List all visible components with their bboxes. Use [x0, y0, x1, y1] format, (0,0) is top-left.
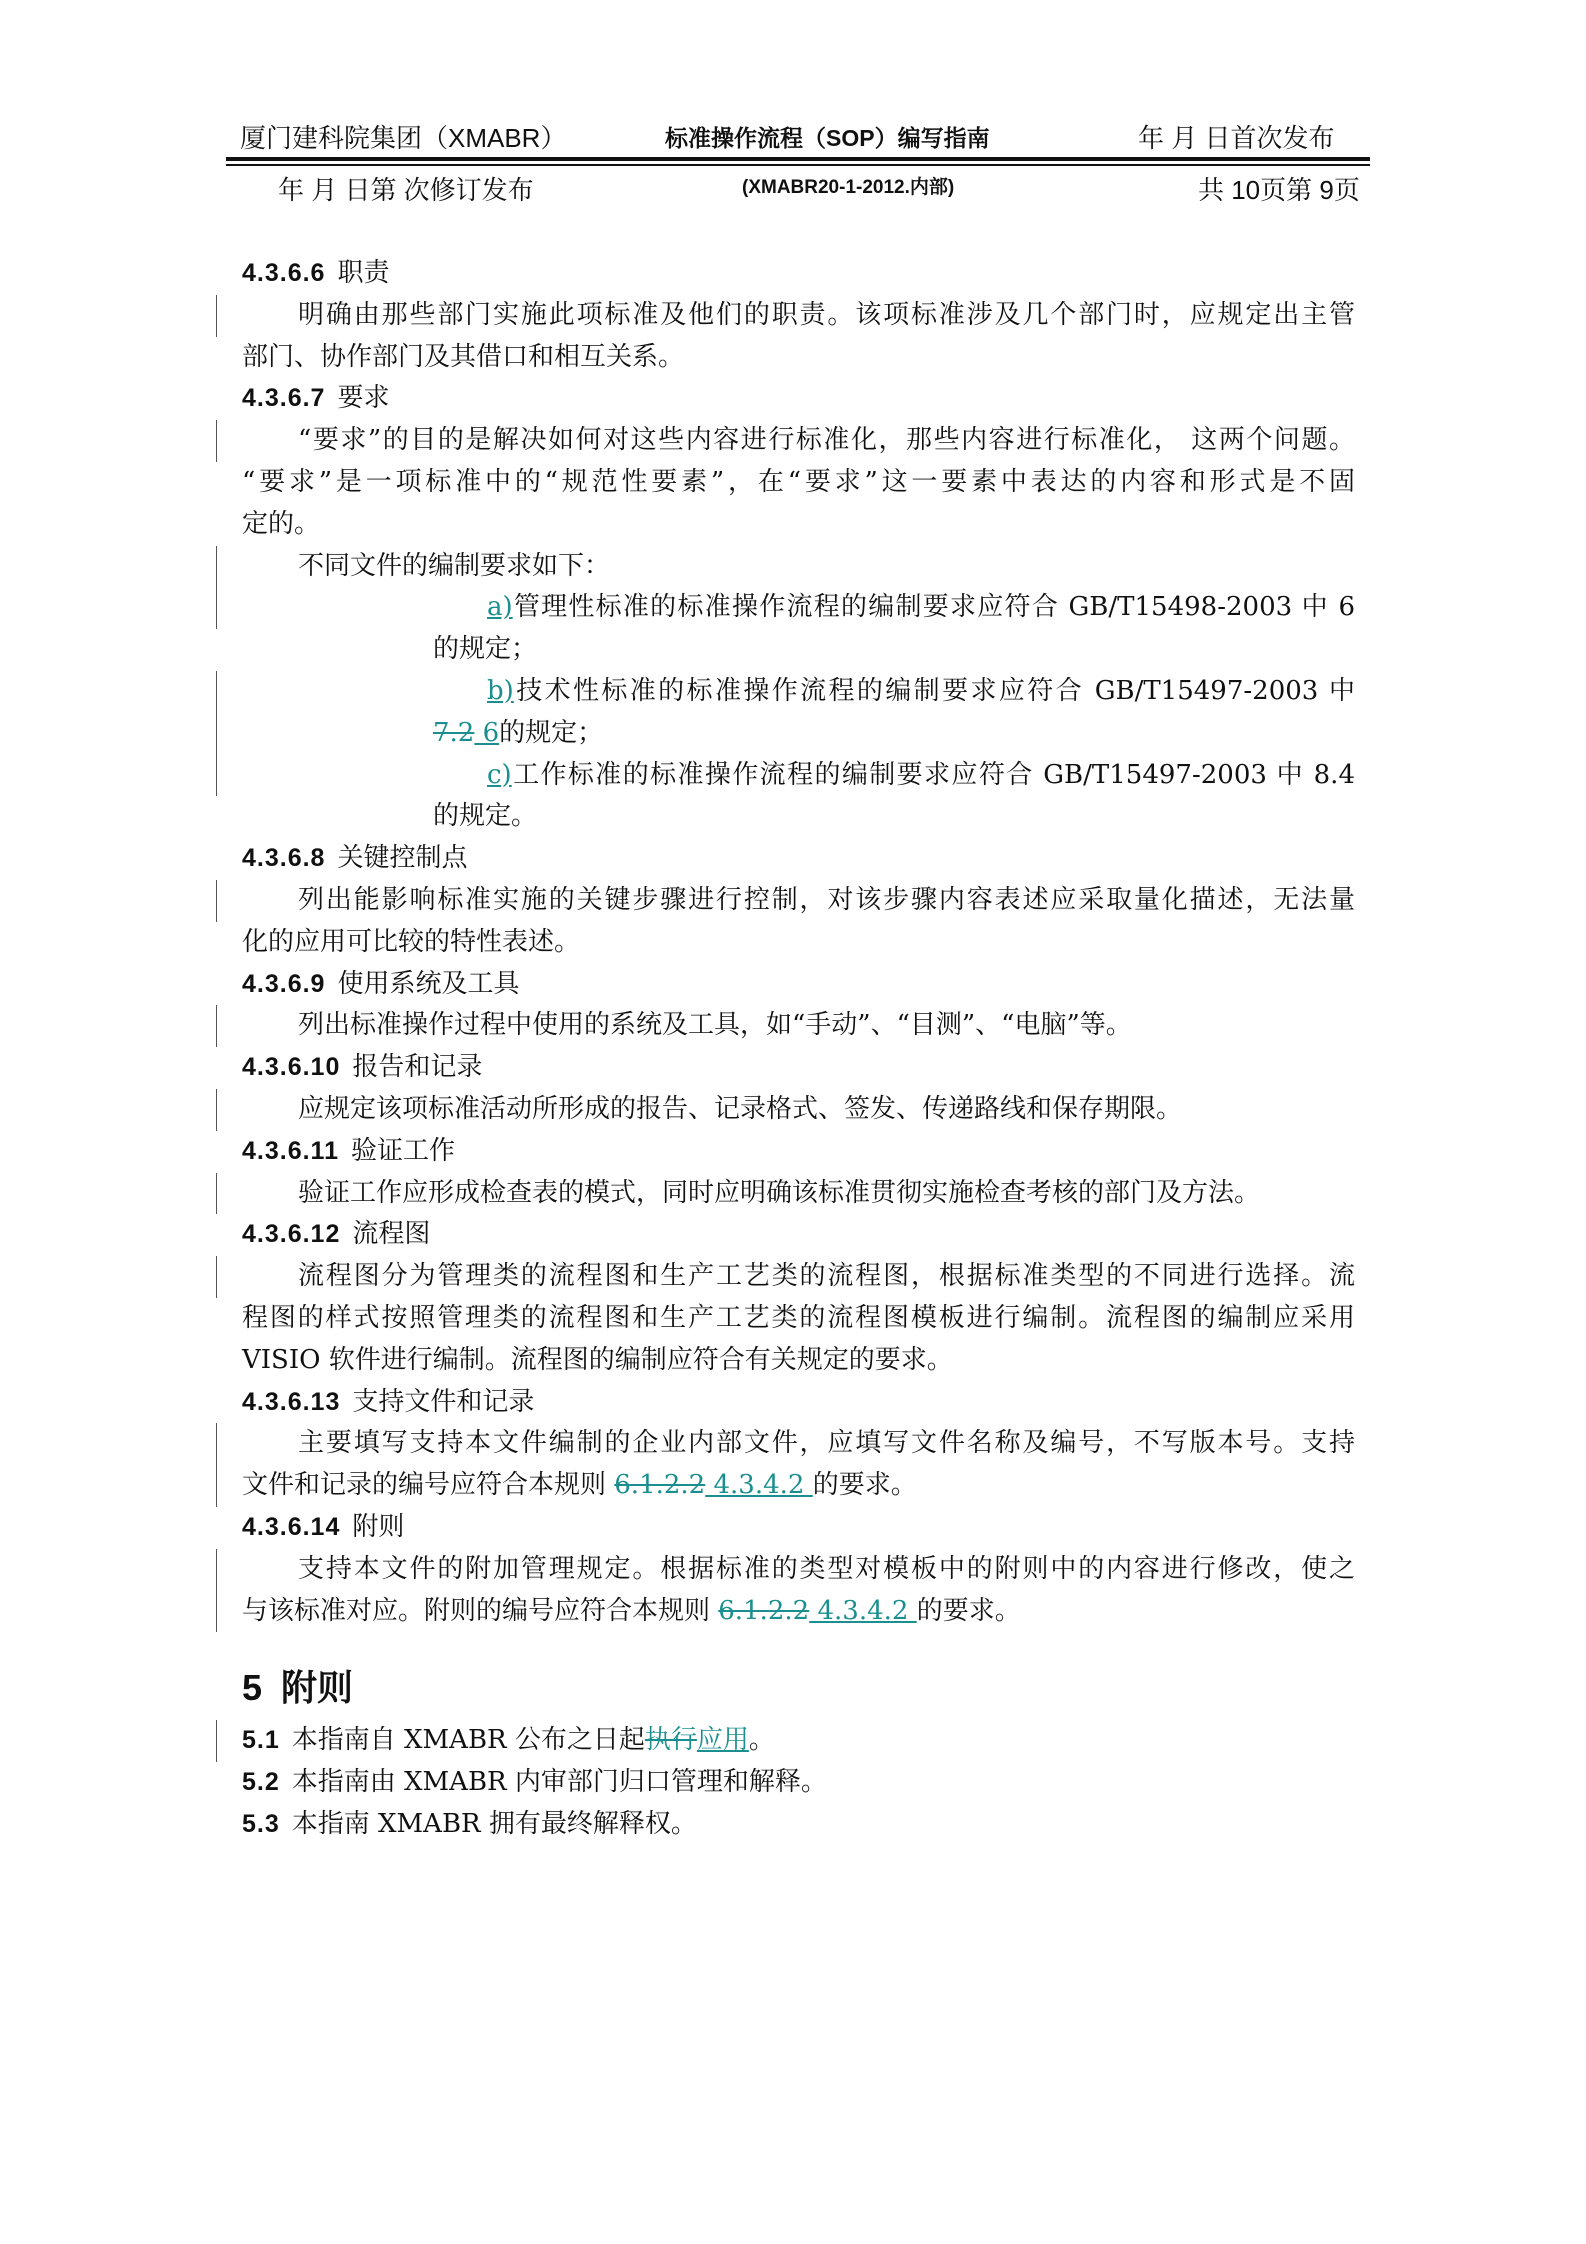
- text-run: 报告和记录: [352, 1052, 483, 1083]
- clause-number: 4.3.6.11: [242, 1136, 339, 1165]
- clause-number: 4.3.6.12: [242, 1220, 341, 1249]
- change-bar: [216, 1591, 217, 1633]
- paragraph-line: [242, 1298, 1355, 1340]
- text-run: 明确由那些部门实施此项标准及他们的职责。该项标准涉及几个部门时，应规定出主管: [298, 299, 1355, 330]
- clause-heading: [242, 1047, 1355, 1089]
- text-run: 要求: [337, 383, 390, 414]
- text-run: 本指南自 XMABR 公布之日起: [291, 1725, 645, 1756]
- clause-heading: [242, 1762, 1355, 1804]
- paragraph-line: [242, 713, 1355, 755]
- text-run: 流程图分为管理类的流程图和生产工艺类的流程图，根据标准类型的不同进行选择。流: [298, 1261, 1355, 1292]
- paragraph-line: [242, 1591, 1355, 1633]
- paragraph-line: [242, 462, 1355, 504]
- paragraph-line: [242, 420, 1355, 462]
- text-run: 文件和记录的编号应符合本规则: [242, 1470, 615, 1501]
- text-run: 部门、协作部门及其借口和相互关系。: [242, 341, 685, 372]
- tracked-deletion: 7.2: [433, 717, 475, 748]
- clause-number: 5: [242, 1667, 264, 1709]
- text-run: 定的。: [242, 508, 321, 539]
- clause-heading: [242, 1131, 1355, 1173]
- text-run: 程图的样式按照管理类的流程图和生产工艺类的流程图模板进行编制。流程图的编制应采用: [242, 1302, 1355, 1333]
- text-run: 。: [748, 1725, 775, 1756]
- text-run: 的要求。: [916, 1595, 1021, 1626]
- clause-heading: [242, 1720, 1355, 1762]
- clause-number: 4.3.6.14: [242, 1512, 341, 1541]
- change-bar: [216, 755, 217, 797]
- text-run: “要求”的目的是解决如何对这些内容进行标准化，那些内容进行标准化， 这两个问题。: [298, 425, 1355, 456]
- clause-number: 4.3.6.7: [242, 384, 326, 413]
- header-rule-thick: [226, 157, 1370, 161]
- change-bar: [216, 587, 217, 629]
- clause-heading: [242, 378, 1355, 420]
- change-bar: [216, 1256, 217, 1298]
- text-run: 与该标准对应。附则的编号应符合本规则: [242, 1595, 719, 1626]
- change-bar: [216, 1720, 217, 1762]
- header-rule-thin: [226, 164, 1370, 166]
- clause-number: 4.3.6.10: [242, 1053, 341, 1082]
- clause-heading: [242, 838, 1355, 880]
- text-run: 技术性标准的标准操作流程的编制要求应符合 GB/T15497-2003 中: [513, 675, 1355, 706]
- tracked-insertion: 4.3.4.2: [809, 1595, 917, 1626]
- text-run: 应规定该项标准活动所形成的报告、记录格式、签发、传递路线和保存期限。: [298, 1093, 1183, 1124]
- paragraph-line: [242, 546, 1355, 588]
- text-run: 附则: [281, 1667, 354, 1709]
- paragraph-line: [242, 629, 1355, 671]
- paragraph-line: [242, 1340, 1355, 1382]
- paragraph-line: [242, 337, 1355, 379]
- paragraph-line: [242, 1005, 1355, 1047]
- text-run: 关键控制点: [337, 843, 468, 874]
- clause-number: 4.3.6.6: [242, 259, 326, 287]
- text-run: 的要求。: [812, 1470, 917, 1501]
- tracked-insertion: a): [487, 592, 513, 623]
- text-run: 支持文件和记录: [352, 1386, 535, 1417]
- tracked-deletion: 6.1.2.2: [614, 1470, 706, 1501]
- text-run: 职责: [337, 258, 390, 288]
- paragraph-line: [242, 880, 1355, 922]
- change-bar: [216, 713, 217, 755]
- paragraph-line: [242, 922, 1355, 964]
- tracked-insertion: 4.3.4.2: [705, 1470, 813, 1501]
- change-bar: [216, 1173, 217, 1215]
- clause-number: 4.3.6.9: [242, 969, 326, 998]
- text-run: 化的应用可比较的特性表述。: [242, 926, 581, 957]
- document-body: [242, 253, 1355, 1846]
- clause-heading: [242, 964, 1355, 1006]
- text-run: 验证工作应形成检查表的模式，同时应明确该标准贯彻实施检查考核的部门及方法。: [298, 1177, 1261, 1208]
- text-run: “要求”是一项标准中的“规范性要素”，在“要求”这一要素中表达的内容和形式是不固: [242, 466, 1355, 497]
- paragraph-line: [242, 295, 1355, 337]
- tracked-insertion: b): [487, 675, 514, 706]
- clause-number: 5.1: [242, 1726, 280, 1755]
- paragraph-line: [242, 1173, 1355, 1215]
- change-bar: [216, 1423, 217, 1465]
- paragraph-line: [242, 1423, 1355, 1465]
- text-run: 本指南由 XMABR 内审部门归口管理和解释。: [291, 1767, 827, 1798]
- text-run: 使用系统及工具: [337, 968, 520, 999]
- paragraph-line: [242, 1089, 1355, 1131]
- change-bar: [216, 1005, 217, 1047]
- text-run: 管理性标准的标准操作流程的编制要求应符合 GB/T15498-2003 中 6: [512, 592, 1355, 623]
- section-heading: [242, 1658, 1355, 1718]
- text-run: 列出能影响标准实施的关键步骤进行控制，对该步骤内容表述应采取量化描述，无法量: [298, 884, 1355, 915]
- clause-heading: [242, 253, 1355, 295]
- header-organization: 厦门建科院集团（XMABR）: [240, 123, 567, 153]
- paragraph-line: [242, 755, 1355, 797]
- text-run: 主要填写支持本文件编制的企业内部文件，应填写文件名称及编号，不写版本号。支持: [298, 1428, 1355, 1459]
- clause-number: 4.3.6.8: [242, 844, 326, 873]
- paragraph-line: [242, 1256, 1355, 1298]
- clause-heading: [242, 1507, 1355, 1549]
- text-run: 支持本文件的附加管理规定。根据标准的类型对模板中的附则中的内容进行修改，使之: [298, 1553, 1355, 1584]
- text-run: 本指南 XMABR 拥有最终解释权。: [291, 1808, 697, 1839]
- text-run: 不同文件的编制要求如下：: [298, 550, 611, 581]
- clause-number: 5.3: [242, 1809, 280, 1838]
- paragraph-line: [242, 1549, 1355, 1591]
- tracked-insertion: 应用: [696, 1725, 749, 1756]
- change-bar: [216, 880, 217, 922]
- paragraph-line: [242, 587, 1355, 629]
- change-bar: [216, 295, 217, 337]
- change-bar: [216, 671, 217, 713]
- header-document-code: (XMABR20-1-2012.内部): [742, 177, 955, 198]
- paragraph-line: [242, 671, 1355, 713]
- paragraph-line: [242, 1465, 1355, 1507]
- header-first-release: 年 月 日首次发布: [1138, 123, 1335, 153]
- tracked-deletion: 执行: [644, 1725, 697, 1756]
- tracked-insertion: 6: [474, 717, 500, 748]
- change-bar: [216, 1089, 217, 1131]
- text-run: VISIO 软件进行编制。流程图的编制应符合有关规定的要求。: [242, 1344, 953, 1375]
- clause-number: 4.3.6.13: [242, 1387, 341, 1416]
- header-document-title: 标准操作流程（SOP）编写指南: [665, 125, 990, 151]
- text-run: 的规定；: [499, 717, 604, 748]
- text-run: 的规定。: [433, 801, 538, 832]
- paragraph-line: [242, 504, 1355, 546]
- text-run: 验证工作: [350, 1135, 455, 1166]
- text-run: 列出标准操作过程中使用的系统及工具，如“手动”、“目测”、“电脑”等。: [298, 1010, 1132, 1041]
- change-bar: [216, 1465, 217, 1507]
- clause-heading: [242, 1804, 1355, 1846]
- clause-number: 5.2: [242, 1768, 280, 1797]
- header-revision: 年 月 日第 次修订发布: [278, 175, 534, 205]
- clause-heading: [242, 1382, 1355, 1424]
- clause-heading: [242, 1214, 1355, 1256]
- tracked-deletion: 6.1.2.2: [718, 1595, 810, 1626]
- tracked-insertion: c): [487, 759, 512, 790]
- change-bar: [216, 546, 217, 588]
- change-bar: [216, 1549, 217, 1591]
- text-run: 附则: [352, 1511, 405, 1542]
- text-run: 的规定；: [433, 634, 538, 665]
- paragraph-line: [242, 796, 1355, 838]
- change-bar: [216, 420, 217, 462]
- header-page-count: 共 10页第 9页: [1198, 175, 1360, 205]
- text-run: 工作标准的标准操作流程的编制要求应符合 GB/T15497-2003 中 8.4: [511, 759, 1355, 790]
- text-run: 流程图: [352, 1219, 431, 1250]
